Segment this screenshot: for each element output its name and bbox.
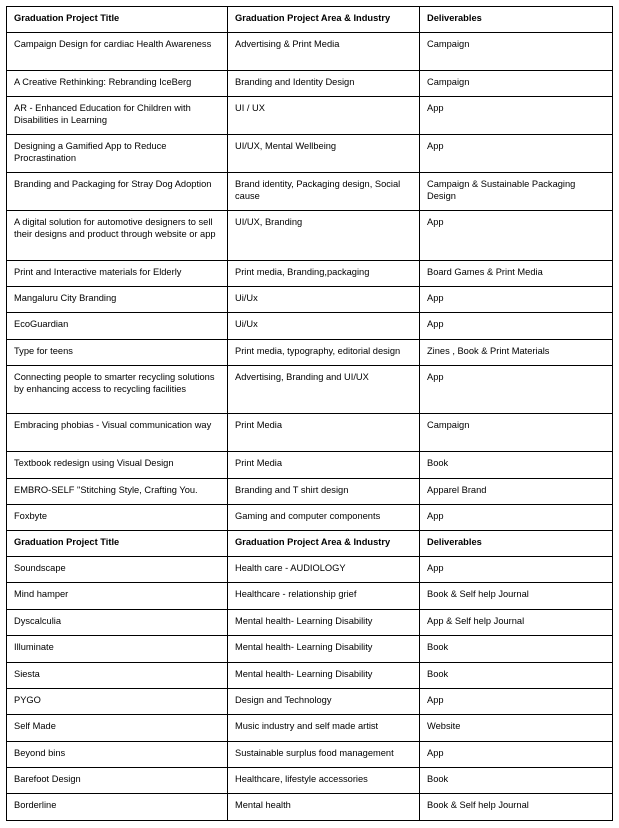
table-row [7,583,613,610]
deliverables-cell: Board Games & Print Media [420,261,613,287]
table-row [7,610,613,636]
area-industry-cell: Print media, Branding,packaging [228,261,420,287]
column-header-deliverables: Deliverables [420,531,613,557]
area-industry-cell: Ui/Ux [228,287,420,313]
project-title-cell: Connecting people to smarter recycling solutions by enhancing access to recycling facilities [7,366,228,414]
area-industry-cell: Brand identity, Packaging design, Social cause [228,173,420,211]
area-industry-cell: Branding and T shirt design [228,479,420,505]
table-row [7,715,613,742]
project-title-cell: Branding and Packaging for Stray Dog Adoption [7,173,228,211]
project-title-cell: Foxbyte [7,505,228,531]
deliverables-cell: App [420,366,613,414]
deliverables-cell: Book & Self help Journal [420,583,613,610]
table-row [7,313,613,340]
project-title-cell: AR - Enhanced Education for Children with Disabilities in Learning [7,97,228,135]
table-row [7,505,613,531]
table-row [7,71,613,97]
table-row [7,287,613,313]
table-row [7,366,613,414]
table-row [7,557,613,583]
table-row [7,211,613,261]
deliverables-cell: App [420,287,613,313]
table-row [7,452,613,479]
column-header-area-industry: Graduation Project Area & Industry [228,531,420,557]
table-row [7,97,613,135]
project-title-cell: Siesta [7,663,228,689]
project-title-cell: Mangaluru City Branding [7,287,228,313]
project-title-cell: Designing a Gamified App to Reduce Procrastination [7,135,228,173]
project-title-cell: Illuminate [7,636,228,663]
area-industry-cell: Mental health- Learning Disability [228,663,420,689]
deliverables-cell: Campaign [420,71,613,97]
project-title-cell: Campaign Design for cardiac Health Awareness [7,33,228,71]
project-title-cell: Textbook redesign using Visual Design [7,452,228,479]
project-title-cell: EcoGuardian [7,313,228,340]
project-title-cell: A Creative Rethinking: Rebranding IceBerg [7,71,228,97]
project-title-cell: A digital solution for automotive designers to sell their designs and product through website or app [7,211,228,261]
table-row [7,414,613,452]
projects-table-body [7,7,613,821]
area-industry-cell: Sustainable surplus food management [228,742,420,768]
project-title-cell: Soundscape [7,557,228,583]
deliverables-cell: App [420,689,613,715]
area-industry-cell: Advertising & Print Media [228,33,420,71]
project-title-cell: Barefoot Design [7,768,228,794]
project-title-cell: Beyond bins [7,742,228,768]
projects-table [6,6,613,821]
deliverables-cell: App [420,97,613,135]
area-industry-cell: Healthcare - relationship grief [228,583,420,610]
column-header-deliverables: Deliverables [420,7,613,33]
project-title-cell: Print and Interactive materials for Elderly [7,261,228,287]
project-title-cell: Embracing phobias - Visual communication way [7,414,228,452]
deliverables-cell: Book [420,768,613,794]
deliverables-cell: App [420,505,613,531]
area-industry-cell: Branding and Identity Design [228,71,420,97]
table-row [7,340,613,366]
area-industry-cell: Print media, typography, editorial design [228,340,420,366]
project-title-cell: Borderline [7,794,228,821]
area-industry-cell: Healthcare, lifestyle accessories [228,768,420,794]
deliverables-cell: Zines , Book & Print Materials [420,340,613,366]
table-row [7,794,613,821]
table-row [7,261,613,287]
table-row [7,479,613,505]
area-industry-cell: Mental health [228,794,420,821]
table-row [7,663,613,689]
table-row [7,768,613,794]
table-row [7,135,613,173]
table-row [7,742,613,768]
area-industry-cell: Mental health- Learning Disability [228,610,420,636]
area-industry-cell: Advertising, Branding and UI/UX [228,366,420,414]
area-industry-cell: Mental health- Learning Disability [228,636,420,663]
area-industry-cell: UI/UX, Mental Wellbeing [228,135,420,173]
table-header-row [7,531,613,557]
table-row [7,173,613,211]
column-header-area-industry: Graduation Project Area & Industry [228,7,420,33]
column-header-project-title: Graduation Project Title [7,531,228,557]
area-industry-cell: Ui/Ux [228,313,420,340]
project-title-cell: EMBRO-SELF "Stitching Style, Crafting You. [7,479,228,505]
area-industry-cell: Print Media [228,414,420,452]
deliverables-cell: Campaign [420,33,613,71]
table-header-row [7,7,613,33]
deliverables-cell: App [420,557,613,583]
deliverables-cell: Book [420,636,613,663]
table-row [7,689,613,715]
deliverables-cell: Book [420,452,613,479]
table-row [7,33,613,71]
column-header-project-title: Graduation Project Title [7,7,228,33]
deliverables-cell: Book & Self help Journal [420,794,613,821]
deliverables-cell: Book [420,663,613,689]
deliverables-cell: Campaign [420,414,613,452]
project-title-cell: Dyscalculia [7,610,228,636]
area-industry-cell: Music industry and self made artist [228,715,420,742]
deliverables-cell: Website [420,715,613,742]
area-industry-cell: UI / UX [228,97,420,135]
project-title-cell: Self Made [7,715,228,742]
deliverables-cell: Campaign & Sustainable Packaging Design [420,173,613,211]
area-industry-cell: Gaming and computer components [228,505,420,531]
area-industry-cell: UI/UX, Branding [228,211,420,261]
project-title-cell: Mind hamper [7,583,228,610]
deliverables-cell: App [420,742,613,768]
area-industry-cell: Print Media [228,452,420,479]
deliverables-cell: App [420,211,613,261]
area-industry-cell: Health care - AUDIOLOGY [228,557,420,583]
deliverables-cell: App [420,313,613,340]
project-title-cell: PYGO [7,689,228,715]
deliverables-cell: Apparel Brand [420,479,613,505]
project-title-cell: Type for teens [7,340,228,366]
area-industry-cell: Design and Technology [228,689,420,715]
table-row [7,636,613,663]
deliverables-cell: App [420,135,613,173]
deliverables-cell: App & Self help Journal [420,610,613,636]
